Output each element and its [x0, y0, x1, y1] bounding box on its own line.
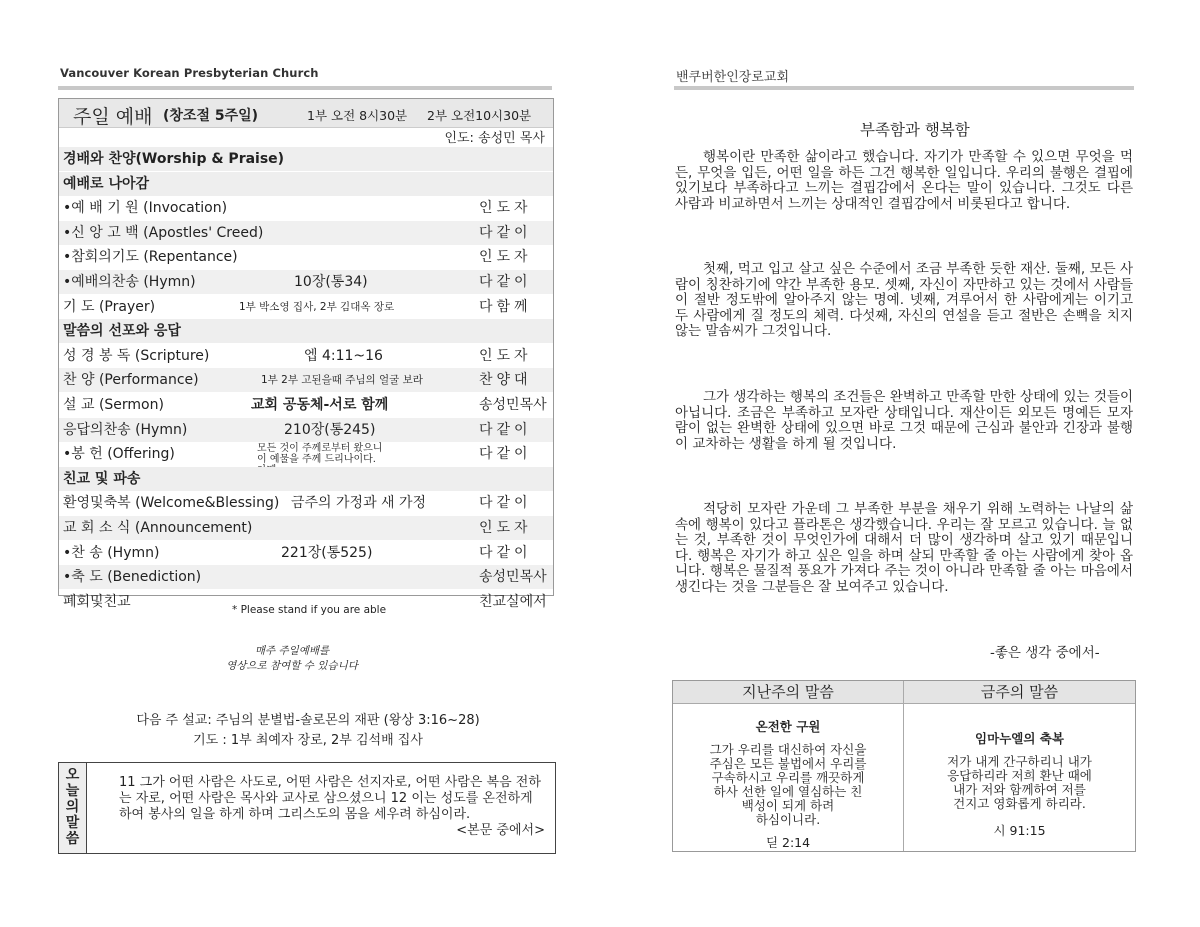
last-week-line: 주심은 모든 불법에서 우리를 [709, 756, 867, 771]
todays-word-box [58, 762, 556, 854]
order-row [59, 245, 553, 269]
last-week-line: 하심이니라. [755, 812, 821, 827]
last-week-line: 그가 우리를 대신하여 자신을 [709, 742, 867, 757]
row-label: 찬 양 (Performance) [63, 372, 199, 389]
section-header [59, 467, 553, 491]
video-note-line-1: 매주 주일예배를 [254, 645, 330, 657]
service-subtitle: (창조절 5주일) [163, 108, 259, 124]
row-label: •예 배 기 원 (Invocation) [63, 200, 228, 217]
row-role: 다같이 [479, 224, 532, 241]
this-week-line: 내가 저와 함께하여 저를 [953, 782, 1086, 797]
last-week-title: 온전한 구원 [755, 719, 821, 734]
next-prayer: 기도 : 1부 최예자 장로, 2부 김석배 집사 [193, 733, 423, 748]
service-title: 주일 예배 [73, 106, 153, 128]
service-leader: 인도: 송성민 목사 [444, 131, 545, 146]
row-detail: 1부 2부 고된을때 주님의 얼굴 보라 [261, 374, 423, 387]
this-week-column [904, 703, 1135, 851]
row-detail: 10장(통34) [294, 274, 368, 290]
row-label: 경배와 찬양(Worship & Praise) [63, 151, 285, 167]
row-role: 다같이 [479, 274, 532, 290]
row-role: 인도자 [479, 200, 532, 217]
this-week-reference: 시 91:15 [993, 823, 1046, 838]
service-titlebar [59, 99, 553, 128]
essay-paragraph-3: 그가 생각하는 행복의 조건들은 완벽하고 만족할 만한 상태에 있는 것들이 아닙니다. 조금은 부족하고 모자란 상태입니다. 재산이든 외모든 명예든 모자람이 없는 완벽한 상태에 있으면 바로 그것 때문에 근심과 불안과 긴장과 불행이 교차하는 생활을 하게 될 것입니다. [675, 389, 1133, 452]
essay-paragraph-2: 첫째, 먹고 입고 살고 싶은 수준에서 조금 부족한 듯한 재산. 둘째, 모든 사람이 칭찬하기에 약간 부족한 용모. 셋째, 자신이 자만하고 있는 것에서 사람들이 절반 정도밖에 알아주지 않는 명예. 넷째, 겨루어서 한 사람에게는 이기고 두 사람에게 질 정도의 체력. 다섯째, 자신의 연설을 듣고 절반은 손뼉을 치지 않는 말솜씨가 그것입니다. [675, 261, 1133, 339]
order-row [59, 196, 553, 220]
row-label: •신 앙 고 백 (Apostles' Creed) [63, 224, 264, 241]
todays-word-source: <본문 중에서> [456, 823, 545, 838]
this-week-title: 임마누엘의 축복 [975, 731, 1064, 746]
header-rule [58, 86, 552, 90]
row-role: 다함께 [479, 298, 532, 315]
order-row [59, 270, 553, 294]
last-week-header: 지난주의 말씀 [673, 681, 904, 704]
this-week-header: 금주의 말씀 [904, 681, 1135, 704]
order-row [59, 541, 553, 565]
verses-table [672, 680, 1136, 852]
essay-title: 부족함과 행복함 [860, 121, 970, 139]
row-detail: 교회 공동체-서로 함께 [251, 397, 389, 413]
row-role: 친교실에서 [479, 593, 547, 610]
this-week-verse [904, 755, 1135, 811]
row-role: 송성민목사 [479, 397, 547, 413]
essay-paragraph-4: 적당히 모자란 가운데 그 부족한 부분을 채우기 위해 노력하는 나날의 삶 속에 행복이 있다고 플라톤은 생각했습니다. 우리는 잘 모르고 있습니다. 늘 없는 것, 부족한 것이 무엇인가에 대해서 더 많이 생각하며 살고 있기 때문입니다. 행복은 자기가 하고 싶은 일을 하며 살되 만족할 줄 아는 사람에게 찾아 옵니다. 행복은 물질적 풍요가 가져다 주는 것이 아니라 만족할 줄 아는 마음에서 생긴다는 것을 그분들은 잘 보여주고 있습니다. [675, 501, 1133, 595]
row-label: •찬 송 (Hymn) [63, 544, 160, 561]
last-week-line: 하사 선한 일에 열심하는 친 [713, 784, 863, 799]
order-row [59, 491, 553, 515]
order-row [59, 344, 553, 368]
header-rule-right [674, 86, 1134, 90]
row-label: •참회의기도 (Repentance) [63, 249, 238, 266]
row-label: 폐회및친교 [63, 593, 131, 610]
row-label: 예배로 나아감 [63, 175, 150, 192]
row-label: 기 도 (Prayer) [63, 298, 156, 315]
next-sermon: 다음 주 설교: 주님의 분별법-솔로몬의 재판 (왕상 3:16~28) [136, 713, 480, 728]
row-role: 송성민목사 [479, 569, 547, 586]
row-role: 인도자 [479, 249, 532, 266]
todays-word-label: 오늘의 말씀 [59, 763, 87, 853]
row-detail: 금주의 가정과 새 가정 [291, 495, 427, 512]
service-time-first: 1부 오전 8시30분 [307, 108, 408, 123]
row-label: 설 교 (Sermon) [63, 397, 164, 413]
row-label: 말씀의 선포와 응답 [63, 323, 181, 340]
row-label: 성 경 봉 독 (Scripture) [63, 347, 210, 364]
last-week-line: 백성이 되게 하려 [741, 798, 835, 813]
last-week-verse [673, 743, 903, 827]
row-role: 다같이 [479, 446, 532, 463]
todays-word-text [119, 775, 545, 839]
order-row [59, 221, 553, 245]
order-row [59, 295, 553, 319]
video-note [222, 644, 362, 674]
row-role: 찬양대 [479, 372, 532, 389]
order-row [59, 418, 553, 442]
row-label: •축 도 (Benediction) [63, 569, 202, 586]
next-week-info [118, 711, 498, 751]
this-week-line: 건지고 영화롭게 하리라. [953, 796, 1086, 811]
row-detail: 엡 4:11~16 [304, 347, 383, 364]
last-week-column [673, 703, 904, 851]
church-name-header: Vancouver Korean Presbyterian Church [60, 66, 319, 80]
church-korean-header: 밴쿠버한인장로교회 [676, 70, 790, 85]
row-detail: 1부 박소영 집사, 2부 김대옥 장로 [239, 300, 395, 313]
row-label: •봉 헌 (Offering) [63, 446, 175, 463]
order-row [59, 393, 553, 417]
section-header [59, 172, 553, 196]
row-label: 친교 및 파송 [63, 470, 141, 487]
row-label: •예배의찬송 (Hymn) [63, 274, 196, 290]
video-note-line-2: 영상으로 참여할 수 있습니다 [226, 660, 358, 672]
row-role: 다같이 [479, 544, 532, 561]
stand-note: * Please stand if you are able [232, 604, 387, 616]
section-header [59, 319, 553, 343]
order-row [59, 516, 553, 540]
order-row [59, 565, 553, 589]
essay-source: -좋은 생각 중에서- [990, 645, 1100, 661]
this-week-line: 저가 내게 간구하리니 내가 [947, 754, 1092, 769]
section-header [59, 147, 553, 171]
last-week-line: 구속하시고 우리를 깨끗하게 [711, 770, 865, 785]
last-week-reference: 딛 2:14 [765, 835, 811, 850]
row-label: 교 회 소 식 (Announcement) [63, 520, 253, 536]
row-role: 인도자 [479, 520, 532, 536]
row-detail: 모든 것이 주께로부터 왔으니 이 예물을 주께 드리나이다. [257, 443, 383, 466]
service-time-second: 2부 오전10시30분 [427, 108, 532, 123]
row-detail: 221장(통525) [281, 544, 373, 561]
row-label: 응답의찬송 (Hymn) [63, 421, 188, 438]
row-role: 다같이 [479, 495, 532, 512]
row-detail: 210장(통245) [284, 421, 376, 438]
row-role: 다같이 [479, 421, 532, 438]
todays-word-verse: 11 그가 어떤 사람은 사도로, 어떤 사람은 선지자로, 어떤 사람은 복음 전하는 자로, 어떤 사람은 목사와 교사로 삼으셨으니 12 이는 성도를 온전하게 하여 봉사의 일을 하게 하며 그리스도의 몸을 세우려 하심이라. [119, 775, 541, 822]
essay-paragraph-1: 행복이란 만족한 삶이라고 했습니다. 자기가 만족할 수 있으면 무엇을 먹든, 무엇을 입든, 어떤 일을 하든 그건 행복한 일입니다. 우리의 불행은 결핍에 있기보다 부족하다고 느끼는 결핍감에서 온다는 말이 있습니다. 그것도 다른 사람과 비교하면서 느끼는 상대적인 결핍감에서 비롯된다고 합니다. [675, 149, 1133, 212]
order-row [59, 368, 553, 392]
row-label: 환영및축복 (Welcome&Blessing) [63, 495, 280, 512]
this-week-line: 응답하리라 저희 환난 때에 [947, 768, 1092, 783]
row-role: 인도자 [479, 347, 532, 364]
order-row [59, 442, 553, 466]
